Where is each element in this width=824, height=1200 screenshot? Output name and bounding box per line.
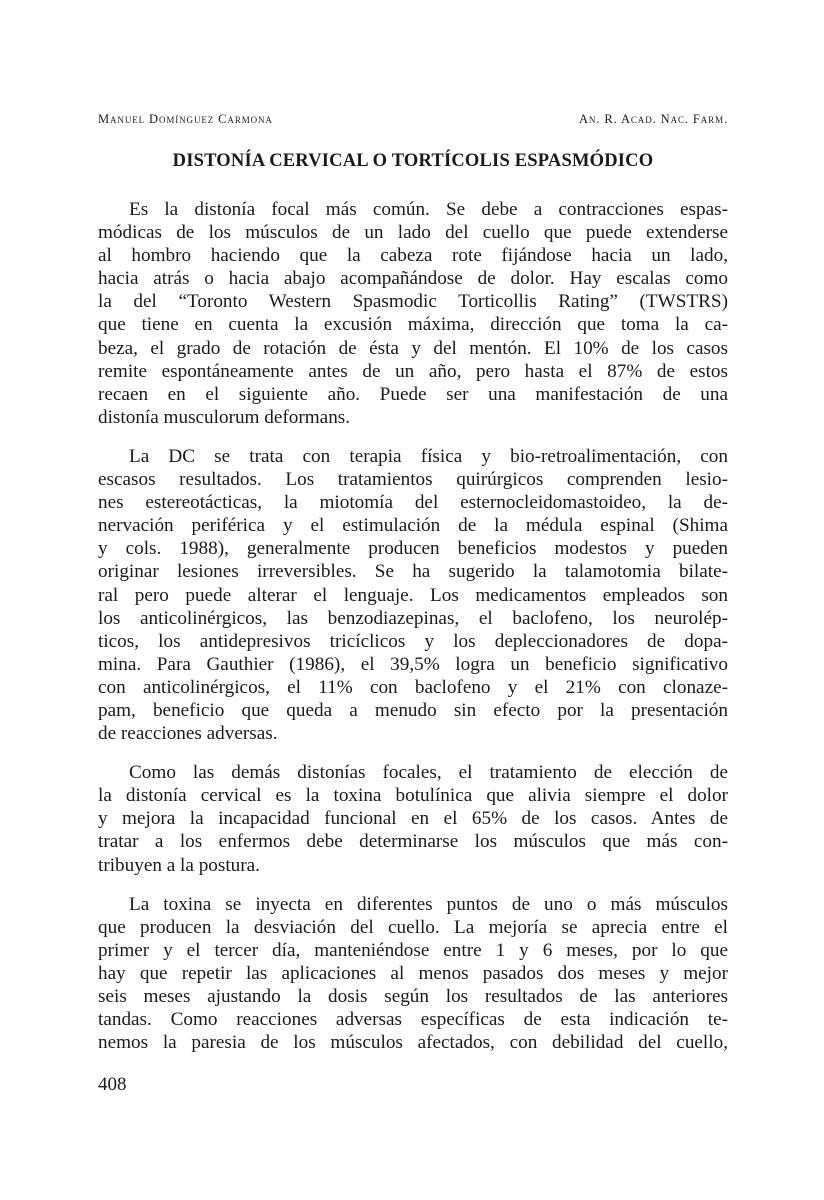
text-line: mina. Para Gauthier (1986), el 39,5% logra un beneficio significativo bbox=[98, 653, 728, 675]
paragraph-1 bbox=[98, 198, 728, 429]
text-line: nes estereotácticas, la miotomía del esternocleidomastoideo, la de- bbox=[98, 492, 728, 514]
text-line: Como las demás distonías focales, el tratamiento de elección de bbox=[129, 762, 728, 784]
paragraph-4 bbox=[98, 893, 728, 1055]
text-line: hay que repetir las aplicaciones al menos pasados dos meses y mejor bbox=[98, 962, 728, 984]
text-line: los anticolinérgicos, las benzodiazepinas, el baclofeno, los neurolép- bbox=[98, 607, 728, 629]
text-line: y mejora la incapacidad funcional en el 65% de los casos. Antes de bbox=[98, 808, 728, 830]
text-line: tratar a los enfermos debe determinarse los músculos que más con- bbox=[98, 831, 728, 853]
running-header bbox=[98, 112, 728, 132]
text-line: hacia atrás o hacia abajo acompañándose de dolor. Hay escalas como bbox=[98, 268, 728, 290]
text-line: originar lesiones irreversibles. Se ha sugerido la talamotomia bilate- bbox=[98, 561, 728, 583]
text-line: escasos resultados. Los tratamientos quirúrgicos comprenden lesio- bbox=[98, 469, 728, 491]
text-line: distonía musculorum deformans. bbox=[98, 406, 351, 428]
text-line: nemos la paresia de los músculos afectados, con debilidad del cuello, bbox=[98, 1032, 728, 1054]
text-line: nervación periférica y el estimulación de la médula espinal (Shima bbox=[98, 515, 728, 537]
body-text bbox=[98, 198, 728, 1070]
paragraph-2 bbox=[98, 445, 728, 745]
text-line: La toxina se inyecta en diferentes puntos de uno o más músculos bbox=[129, 893, 728, 915]
text-line: la distonía cervical es la toxina botulínica que alivia siempre el dolor bbox=[98, 785, 728, 807]
paragraph-3 bbox=[98, 761, 728, 876]
text-line: ticos, los antidepresivos tricíclicos y los depleccionadores de dopa- bbox=[98, 630, 728, 652]
section-title: DISTONÍA CERVICAL O TORTÍCOLIS ESPASMÓDICO bbox=[172, 151, 654, 171]
text-line: remite espontáneamente antes de un año, pero hasta el 87% de estos bbox=[98, 360, 728, 382]
text-line: primer y el tercer día, manteniéndose entre 1 y 6 meses, por lo que bbox=[98, 939, 728, 961]
text-line: módicas de los músculos de un lado del cuello que puede extenderse bbox=[98, 222, 728, 244]
text-line: que producen la desviación del cuello. La mejoría se aprecia entre el bbox=[98, 916, 728, 938]
text-line: la del “Toronto Western Spasmodic Torticollis Rating” (TWSTRS) bbox=[98, 291, 728, 313]
text-line: tandas. Como reacciones adversas específicas de esta indicación te- bbox=[98, 1009, 728, 1031]
text-line: ral pero puede alterar el lenguaje. Los medicamentos empleados son bbox=[98, 584, 728, 606]
text-line: que tiene en cuenta la excusión máxima, dirección que toma la ca- bbox=[98, 314, 728, 336]
text-line: tribuyen a la postura. bbox=[98, 854, 260, 876]
text-line: pam, beneficio que queda a menudo sin efecto por la presentación bbox=[98, 699, 728, 721]
header-author: Manuel Domínguez Carmona bbox=[98, 112, 273, 126]
text-line: La DC se trata con terapia física y bio-retroalimentación, con bbox=[129, 445, 728, 467]
text-line: recaen en el siguiente año. Puede ser una manifestación de una bbox=[98, 383, 728, 405]
page-number: 408 bbox=[98, 1074, 127, 1095]
text-line: y cols. 1988), generalmente producen beneficios modestos y pueden bbox=[98, 538, 728, 560]
text-line: al hombro haciendo que la cabeza rote fijándose hacia un lado, bbox=[98, 245, 728, 267]
text-line: beza, el grado de rotación de ésta y del mentón. El 10% de los casos bbox=[98, 337, 728, 359]
text-line: de reacciones adversas. bbox=[98, 723, 278, 745]
text-line: seis meses ajustando la dosis según los resultados de las anteriores bbox=[98, 986, 728, 1007]
header-journal: An. R. Acad. Nac. Farm. bbox=[578, 112, 728, 126]
text-line: Es la distonía focal más común. Se debe a contracciones espas- bbox=[129, 199, 728, 220]
text-line: con anticolinérgicos, el 11% con baclofeno y el 21% con clonaze- bbox=[98, 676, 728, 698]
